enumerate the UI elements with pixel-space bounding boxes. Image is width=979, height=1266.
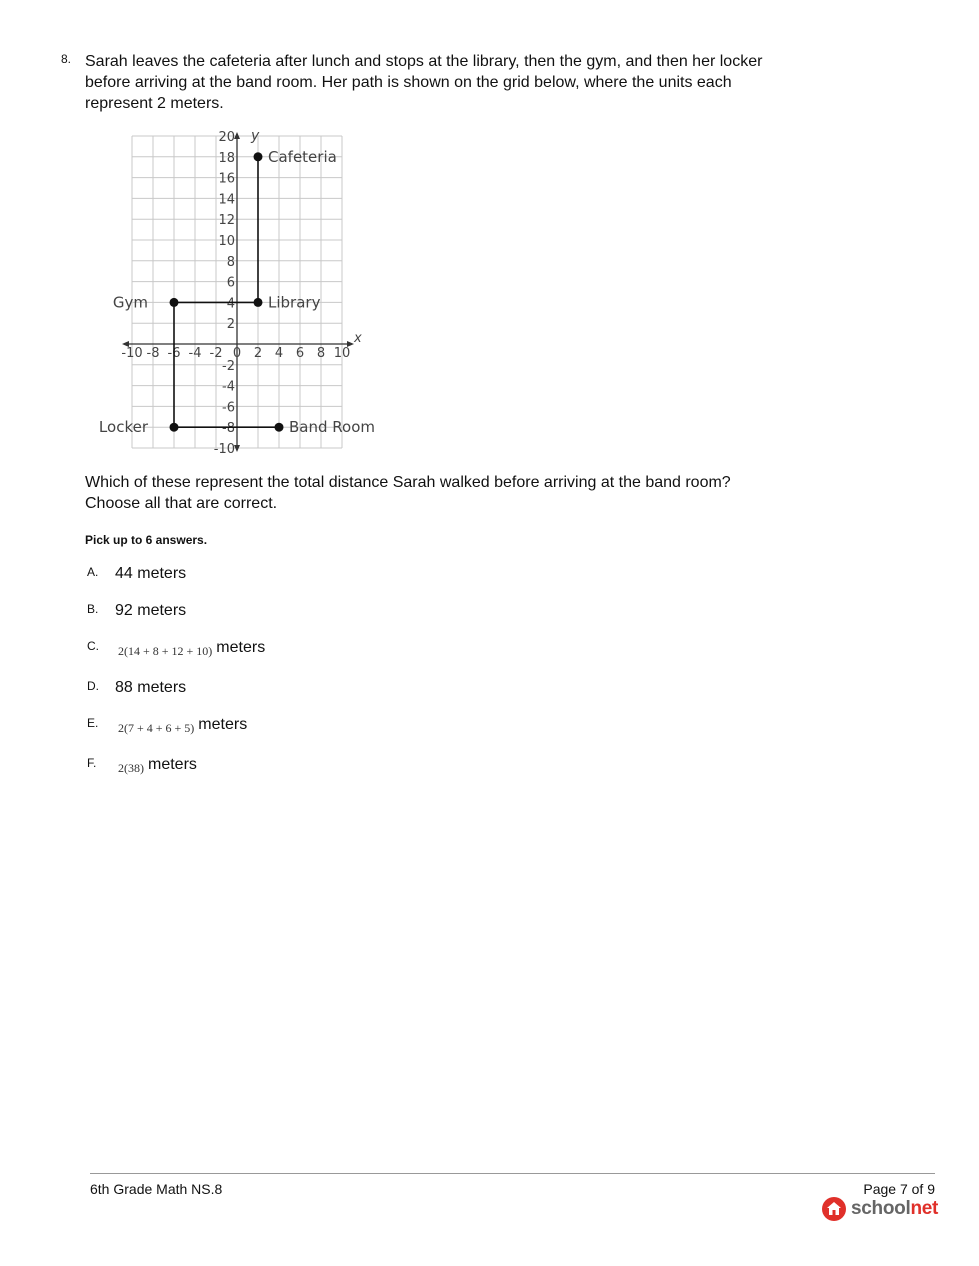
option-text: 44 meters [115,565,187,582]
point-label: Library [268,293,321,312]
option-letter: C. [87,639,99,653]
option-letter: A. [87,565,99,579]
option-text: meters [198,716,248,733]
option-text: 92 meters [115,602,187,619]
option-text: meters [148,756,197,773]
y-tick-label: -8 [222,421,235,437]
point-label: Locker [98,418,148,437]
x-tick-label: 4 [274,346,284,361]
logo-text-school: school [851,1198,911,1219]
coordinate-grid [80,126,390,461]
y-tick-label: 10 [218,234,235,249]
house-icon [821,1196,847,1222]
logo-text-net: net [910,1198,939,1219]
option-letter: B. [87,602,99,616]
footer-course: 6th Grade Math NS.8 [90,1181,223,1197]
y-tick-label: 8 [226,254,235,270]
x-tick-label: 6 [295,346,305,361]
x-tick-label: -2 [209,346,223,361]
option-expression: 2(7 + 4 + 6 + 5) [118,721,195,735]
question-text: Sarah leaves the cafeteria after lunch and stops at the library, then the gym, and then her locker before arriving at the band room. Her path is shown on the grid below, where the units each represent 2 meters. [85,53,763,112]
y-tick-label: -4 [222,379,235,395]
y-tick-label: 18 [218,150,235,166]
footer-page-number: Page 7 of 9 [863,1181,935,1197]
question-number: 8. [61,52,72,66]
point-label: Band Room [289,418,375,437]
x-axis-label: x [354,331,362,346]
x-tick-label: 2 [253,346,263,361]
path-point [170,298,179,307]
y-tick-label: 16 [218,171,235,187]
path-point [275,423,284,432]
question-prompt: Which of these represent the total distance Sarah walked before arriving at the band room? Choose all that are correct. [85,474,731,512]
y-tick-label: 2 [226,317,235,333]
y-tick-label: 14 [218,192,235,208]
option-expression: 2(38) [118,761,144,775]
x-tick-label: 10 [333,346,351,361]
y-tick-label: -6 [222,400,235,416]
path-point [170,423,179,432]
schoolnet-logo [821,1196,938,1222]
x-tick-label: 0 [232,346,242,361]
y-tick-label: 4 [226,296,235,312]
y-tick-label: -10 [213,442,235,457]
option-letter: E. [87,716,99,730]
y-axis-label: y [251,128,260,144]
option-text: meters [216,639,266,656]
x-tick-label: -10 [121,346,143,361]
x-tick-label: -6 [167,346,181,361]
option-expression: 2(14 + 8 + 12 + 10) [118,644,213,658]
x-tick-label: -8 [146,346,160,361]
point-label: Gym [112,293,148,312]
y-tick-label: 20 [218,130,235,145]
option-text: 88 meters [115,679,187,696]
option-letter: F. [87,756,97,770]
y-tick-label: -2 [222,358,235,374]
footer-divider [90,1173,935,1174]
point-label: Cafeteria [268,147,337,166]
x-tick-label: 8 [316,346,326,361]
y-tick-label: 12 [218,213,235,229]
path-point [254,298,263,307]
option-letter: D. [87,679,99,693]
x-tick-label: -4 [188,346,202,361]
path-point [254,152,263,161]
answer-instructions: Pick up to 6 answers. [85,533,208,547]
y-tick-label: 6 [226,275,235,291]
